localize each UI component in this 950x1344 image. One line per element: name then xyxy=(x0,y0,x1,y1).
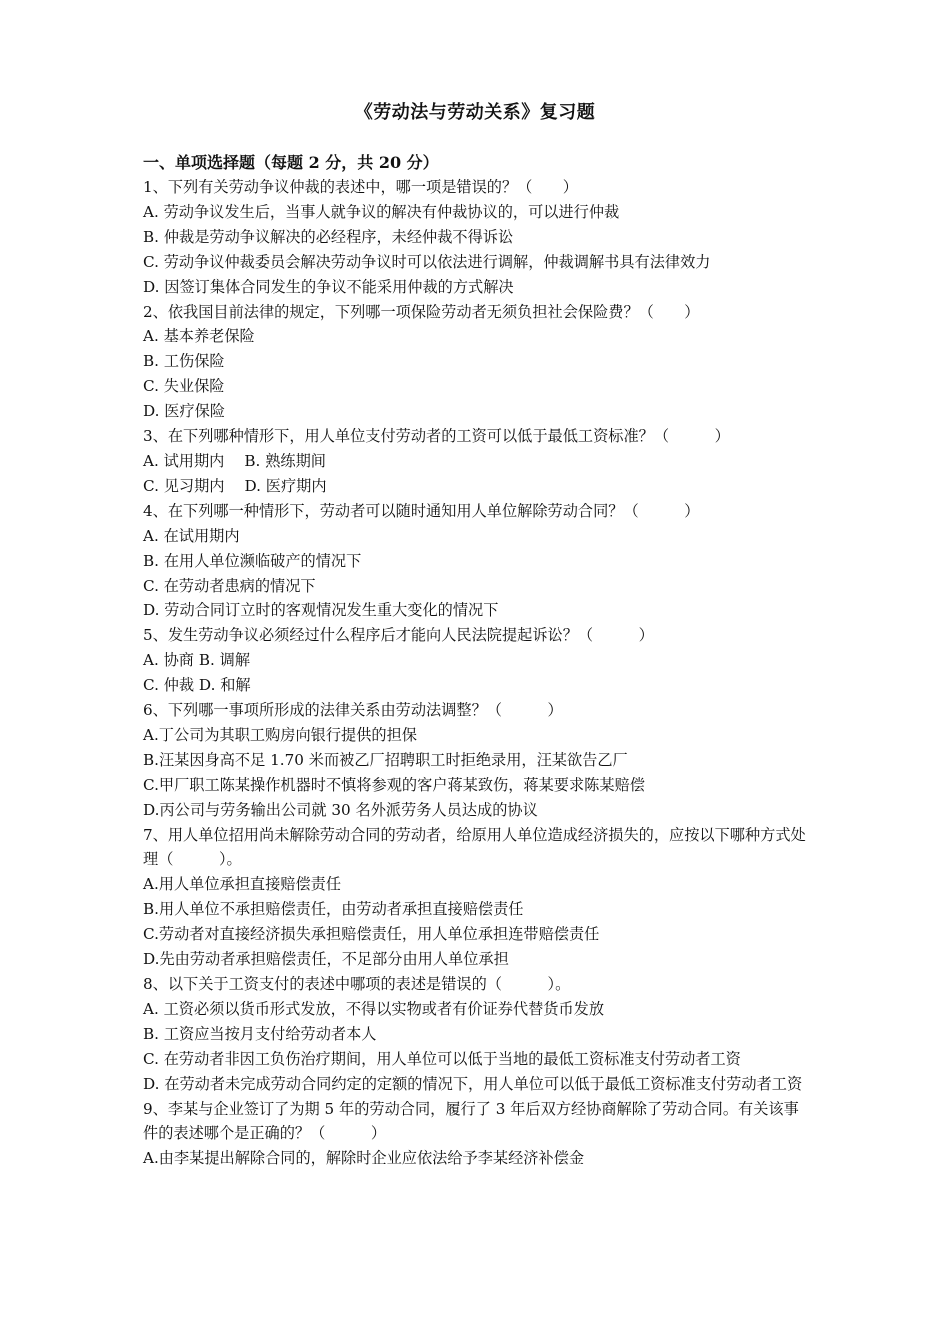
section-heading: 一、单项选择题（每题 2 分，共 20 分） xyxy=(143,153,439,172)
question-option: D. 医疗保险 xyxy=(143,402,226,421)
question-4 xyxy=(143,499,813,624)
question-stem: 5、发生劳动争议必须经过什么程序后才能向人民法院提起诉讼？（ ） xyxy=(143,626,654,645)
question-stem: 9、李某与企业签订了为期 5 年的劳动合同，履行了 3 年后双方经协商解除了劳动合同。有关该事件的表述哪个是正确的？（ ） xyxy=(143,1099,799,1143)
question-7 xyxy=(143,823,813,972)
question-option: C.甲厂职工陈某操作机器时不慎将参观的客户蒋某致伤，蒋某要求陈某赔偿 xyxy=(143,775,645,794)
question-stem: 6、下列哪一事项所形成的法律关系由劳动法调整？（ ） xyxy=(143,701,563,720)
question-2 xyxy=(143,300,813,425)
question-option: B.汪某因身高不足 1.70 米而被乙厂招聘职工时拒绝录用，汪某欲告乙厂 xyxy=(143,750,628,769)
question-stem: 8、以下关于工资支付的表述中哪项的表述是错误的（ ）。 xyxy=(143,975,571,993)
question-option: B. 在用人单位濒临破产的情况下 xyxy=(143,551,362,570)
question-option: A. 试用期内 B. 熟练期间 xyxy=(143,451,326,470)
question-9 xyxy=(143,1097,813,1172)
question-option: B. 工伤保险 xyxy=(143,352,225,371)
question-option: D. 劳动合同订立时的客观情况发生重大变化的情况下 xyxy=(143,601,499,620)
question-option: C.劳动者对直接经济损失承担赔偿责任，用人单位承担连带赔偿责任 xyxy=(143,925,600,944)
document-body xyxy=(143,150,813,1171)
question-option: A.用人单位承担直接赔偿责任 xyxy=(143,875,342,894)
question-stem: 3、在下列哪种情形下，用人单位支付劳动者的工资可以低于最低工资标准？（ ） xyxy=(143,427,730,446)
question-stem: 4、在下列哪一种情形下，劳动者可以随时通知用人单位解除劳动合同？（ ） xyxy=(143,501,700,520)
question-1 xyxy=(143,175,813,300)
question-option: A. 基本养老保险 xyxy=(143,327,255,346)
question-option: B. 工资应当按月支付给劳动者本人 xyxy=(143,1024,377,1043)
question-option: C. 仲裁 D. 和解 xyxy=(143,676,251,695)
question-6 xyxy=(143,698,813,823)
question-option: C. 劳动争议仲裁委员会解决劳动争议时可以依法进行调解，仲裁调解书具有法律效力 xyxy=(143,252,711,271)
question-3 xyxy=(143,424,813,499)
question-option: A. 劳动争议发生后，当事人就争议的解决有仲裁协议的，可以进行仲裁 xyxy=(143,202,620,221)
question-option: D.丙公司与劳务输出公司就 30 名外派劳务人员达成的协议 xyxy=(143,800,538,819)
question-option: B.用人单位不承担赔偿责任，由劳动者承担直接赔偿责任 xyxy=(143,900,524,919)
question-stem: 7、用人单位招用尚未解除劳动合同的劳动者，给原用人单位造成经济损失的，应按以下哪种方式处理（ ）。 xyxy=(143,825,806,869)
question-option: A.由李某提出解除合同的，解除时企业应依法给予李某经济补偿金 xyxy=(143,1149,585,1168)
question-option: C. 在劳动者非因工负伤治疗期间，用人单位可以低于当地的最低工资标准支付劳动者工资 xyxy=(143,1049,741,1068)
question-5 xyxy=(143,623,813,698)
question-option: A. 工资必须以货币形式发放，不得以实物或者有价证券代替货币发放 xyxy=(143,999,605,1018)
question-option: C. 失业保险 xyxy=(143,377,225,396)
question-option: D. 因签订集体合同发生的争议不能采用仲裁的方式解决 xyxy=(143,277,514,296)
question-option: A. 协商 B. 调解 xyxy=(143,651,251,670)
question-option: A. 在试用期内 xyxy=(143,526,240,545)
question-option: C. 见习期内 D. 医疗期内 xyxy=(143,476,327,495)
question-stem: 2、依我国目前法律的规定，下列哪一项保险劳动者无须负担社会保险费？（ ） xyxy=(143,302,700,321)
question-option: A.丁公司为其职工购房向银行提供的担保 xyxy=(143,725,417,744)
question-option: C. 在劳动者患病的情况下 xyxy=(143,576,316,595)
question-option: D. 在劳动者未完成劳动合同约定的定额的情况下，用人单位可以低于最低工资标准支付劳动者工资 xyxy=(143,1074,803,1093)
question-stem: 1、下列有关劳动争议仲裁的表述中，哪一项是错误的？（ ） xyxy=(143,178,578,196)
question-option: B. 仲裁是劳动争议解决的必经程序，未经仲裁不得诉讼 xyxy=(143,227,514,246)
document-title: 《劳动法与劳动关系》复习题 xyxy=(354,102,596,123)
question-8 xyxy=(143,972,813,1097)
question-option: D.先由劳动者承担赔偿责任，不足部分由用人单位承担 xyxy=(143,950,509,969)
